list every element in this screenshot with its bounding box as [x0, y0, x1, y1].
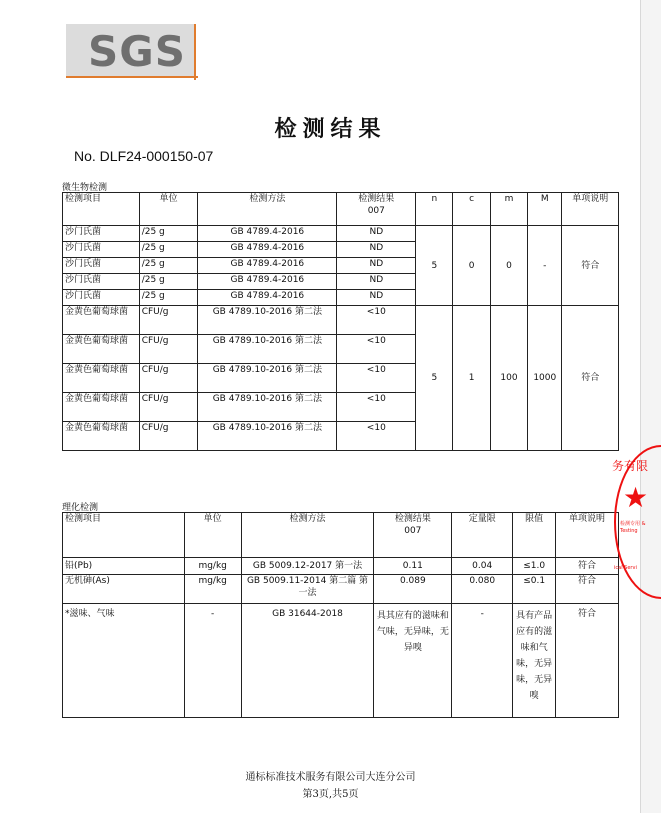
cell-item: 沙门氏菌: [63, 242, 140, 258]
header-cell: 检测项目: [63, 193, 140, 226]
cell-result: ND: [337, 274, 416, 290]
cell-M: 1000: [528, 306, 562, 451]
micro-section-label: 微生物检测: [62, 183, 108, 193]
cell-limit: 具有产品应有的滋味和气味，无异味，无异嗅: [513, 604, 556, 718]
cell-item: 金黄色葡萄球菌: [63, 393, 140, 422]
cell-item: 金黄色葡萄球菌: [63, 364, 140, 393]
cell-loq: 0.04: [452, 558, 513, 575]
cell-item: 金黄色葡萄球菌: [63, 306, 140, 335]
cell-method: GB 4789.4-2016: [198, 290, 337, 306]
cell-n: 5: [416, 306, 453, 451]
cell-item: 铅(Pb): [63, 558, 185, 575]
header-cell: 检测项目: [63, 513, 185, 558]
cell-unit: /25 g: [139, 226, 198, 242]
cell-result: 具其应有的滋味和气味，无异味，无异嗅: [374, 604, 452, 718]
footer-company: 通标标准技术服务有限公司大连分公司: [245, 772, 416, 783]
table-row: [63, 558, 619, 575]
cell-unit: mg/kg: [184, 575, 241, 604]
cell-loq: -: [452, 604, 513, 718]
header-cell: 检测方法: [241, 513, 374, 558]
header-cell: 检测方法: [198, 193, 337, 226]
company-seal: [610, 445, 660, 595]
cell-result: 0.11: [374, 558, 452, 575]
header-cell: n: [416, 193, 453, 226]
logo-rule-vertical: [194, 24, 196, 80]
header-cell: 单位: [184, 513, 241, 558]
header-cell: 定量限: [452, 513, 513, 558]
cell-unit: CFU/g: [139, 422, 198, 451]
cell-note: 符合: [556, 575, 619, 604]
cell-item: 沙门氏菌: [63, 258, 140, 274]
cell-item: 无机砷(As): [63, 575, 185, 604]
header-cell: 限值: [513, 513, 556, 558]
cell-unit: /25 g: [139, 290, 198, 306]
sgs-logo: [66, 24, 198, 80]
cell-method: GB 4789.4-2016: [198, 274, 337, 290]
cell-method: GB 31644-2018: [241, 604, 374, 718]
cell-method: GB 4789.10-2016 第二法: [198, 422, 337, 451]
table-row: [63, 226, 619, 242]
cell-method: GB 4789.10-2016 第二法: [198, 364, 337, 393]
cell-m: 0: [490, 226, 527, 306]
logo-rule-horizontal: [66, 76, 198, 78]
cell-note: 符合: [562, 226, 619, 306]
cell-result: <10: [337, 393, 416, 422]
seal-text-top: 务有限: [612, 459, 649, 473]
cell-item: 沙门氏菌: [63, 226, 140, 242]
cell-limit: ≤0.1: [513, 575, 556, 604]
cell-unit: CFU/g: [139, 364, 198, 393]
cell-unit: CFU/g: [139, 393, 198, 422]
table-header-row: [63, 193, 619, 226]
cell-unit: /25 g: [139, 242, 198, 258]
header-cell: 单项说明: [562, 193, 619, 226]
cell-limit: ≤1.0: [513, 558, 556, 575]
cell-unit: /25 g: [139, 258, 198, 274]
cell-c: 1: [453, 306, 490, 451]
cell-method: GB 4789.10-2016 第二法: [198, 393, 337, 422]
cell-n: 5: [416, 226, 453, 306]
header-cell: 单项说明: [556, 513, 619, 558]
phys-table: [62, 512, 619, 718]
table-row: [63, 575, 619, 604]
cell-unit: -: [184, 604, 241, 718]
logo-text: SGS: [88, 27, 186, 76]
cell-result: <10: [337, 306, 416, 335]
cell-note: 符合: [556, 604, 619, 718]
cell-unit: /25 g: [139, 274, 198, 290]
cell-result: <10: [337, 422, 416, 451]
cell-unit: CFU/g: [139, 306, 198, 335]
cell-note: 符合: [562, 306, 619, 451]
header-cell: c: [453, 193, 490, 226]
cell-unit: CFU/g: [139, 335, 198, 364]
cell-method: GB 5009.12-2017 第一法: [241, 558, 374, 575]
cell-result: ND: [337, 290, 416, 306]
cell-method: GB 4789.4-2016: [198, 242, 337, 258]
cell-method: GB 4789.4-2016: [198, 226, 337, 242]
table-row: [63, 604, 619, 718]
header-cell: m: [490, 193, 527, 226]
table-row: [63, 306, 619, 335]
phys-section-label: 理化检测: [62, 503, 99, 513]
report-number: No. DLF24-000150-07: [74, 148, 214, 164]
header-cell: M: [528, 193, 562, 226]
micro-table: [62, 192, 619, 451]
cell-M: -: [528, 226, 562, 306]
header-cell: 检测结果 007: [374, 513, 452, 558]
cell-result: ND: [337, 226, 416, 242]
cell-method: GB 4789.10-2016 第二法: [198, 335, 337, 364]
footer-page-number: 第3页,共5页: [302, 789, 359, 800]
header-cell: 检测结果 007: [337, 193, 416, 226]
header-cell: 单位: [139, 193, 198, 226]
table-header-row: [63, 513, 619, 558]
cell-item: 金黄色葡萄球菌: [63, 335, 140, 364]
cell-item: 沙门氏菌: [63, 274, 140, 290]
cell-item: 沙门氏菌: [63, 290, 140, 306]
cell-method: GB 4789.4-2016: [198, 258, 337, 274]
seal-text-bottom: ical Servi: [614, 565, 637, 571]
cell-m: 100: [490, 306, 527, 451]
cell-result: <10: [337, 335, 416, 364]
cell-note: 符合: [556, 558, 619, 575]
star-icon: ★: [623, 481, 649, 514]
cell-c: 0: [453, 226, 490, 306]
cell-result: <10: [337, 364, 416, 393]
cell-unit: mg/kg: [184, 558, 241, 575]
cell-loq: 0.080: [452, 575, 513, 604]
cell-result: 0.089: [374, 575, 452, 604]
cell-item: 金黄色葡萄球菌: [63, 422, 140, 451]
seal-text-mid: 检测专用 & Testing: [620, 521, 646, 534]
cell-method: GB 4789.10-2016 第二法: [198, 306, 337, 335]
page-title: 检测结果: [274, 116, 387, 142]
cell-method: GB 5009.11-2014 第二篇 第一法: [241, 575, 374, 604]
cell-result: ND: [337, 258, 416, 274]
cell-item: *滋味、气味: [63, 604, 185, 718]
cell-result: ND: [337, 242, 416, 258]
